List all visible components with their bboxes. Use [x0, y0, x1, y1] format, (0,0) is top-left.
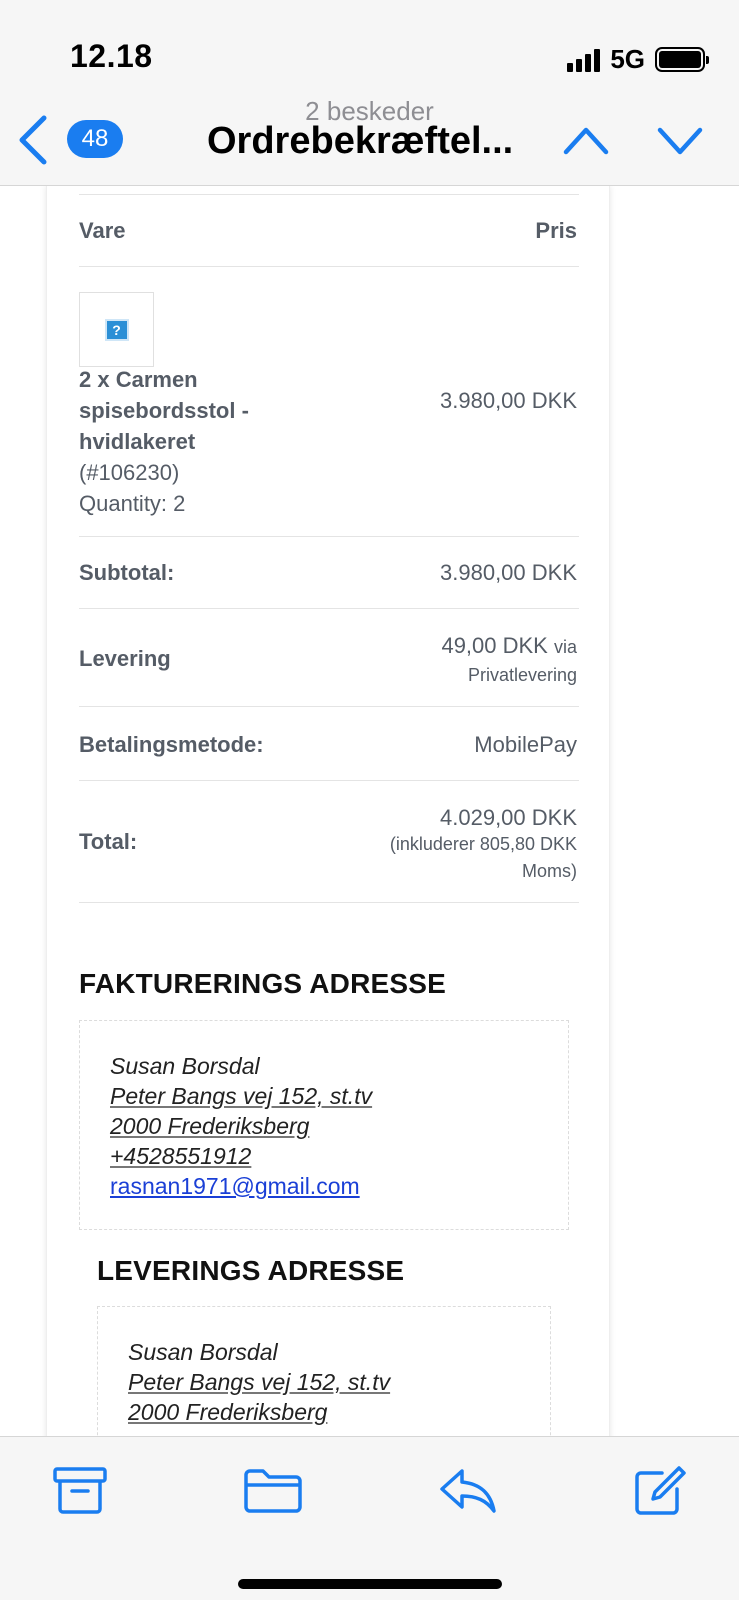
product-name-line: 2 x Carmen — [79, 367, 198, 392]
product-meta — [79, 457, 185, 519]
total-vat-line: Moms) — [522, 861, 577, 881]
shipping-method: Privatlevering — [467, 665, 577, 685]
subtotal-value: 3.980,00 DKK — [440, 560, 577, 585]
archive-icon — [52, 1465, 108, 1517]
billing-name: Susan Borsdal — [110, 1053, 260, 1079]
battery-icon — [655, 47, 705, 72]
product-image — [79, 292, 154, 367]
product-price: 3.980,00 DKK — [440, 388, 577, 413]
payment-method-label: Betalingsmetode: — [79, 732, 264, 757]
product-name-line: spisebordsstol - — [79, 398, 249, 423]
shipping-label: Levering — [79, 646, 171, 671]
previous-message-button[interactable] — [562, 120, 610, 160]
shipping-city: 2000 Frederiksberg — [128, 1399, 328, 1425]
divider — [79, 194, 579, 195]
order-card — [46, 186, 610, 1436]
billing-phone[interactable]: +4528551912 — [110, 1143, 252, 1169]
compose-button[interactable] — [632, 1465, 688, 1517]
status-indicators — [567, 44, 705, 75]
shipping-name: Susan Borsdal — [128, 1339, 278, 1365]
thread-title: Ordrebekræftel... — [207, 120, 514, 162]
divider — [79, 902, 579, 903]
folder-icon — [243, 1465, 303, 1517]
status-time: 12.18 — [70, 38, 153, 74]
archive-button[interactable] — [52, 1465, 108, 1517]
product-name-line: hvidlakeret — [79, 429, 196, 454]
message-count: 2 beskeder — [305, 96, 434, 126]
total-label: Total: — [79, 829, 138, 854]
product-sku: (#106230) — [79, 460, 180, 485]
divider — [79, 780, 579, 781]
divider — [79, 706, 579, 707]
unread-count-badge[interactable]: 48 — [67, 120, 123, 158]
home-indicator — [238, 1579, 502, 1589]
status-bar — [0, 0, 739, 90]
mail-navigation-bar — [0, 90, 739, 186]
billing-email-link[interactable]: rasnan1971@gmail.com — [110, 1173, 360, 1199]
broken-image-icon: ? — [105, 319, 129, 341]
divider — [79, 536, 579, 537]
network-type: 5G — [610, 44, 645, 74]
column-header-item: Vare — [79, 218, 126, 243]
email-body[interactable] — [0, 186, 739, 1436]
column-header-price: Pris — [535, 218, 577, 243]
chevron-down-icon — [656, 120, 704, 160]
shipping-value — [441, 632, 577, 689]
billing-street: Peter Bangs vej 152, st.tv — [110, 1083, 373, 1109]
shipping-address-title: LEVERINGS ADRESSE — [97, 1255, 405, 1286]
total-value: 4.029,00 DKK — [440, 805, 577, 830]
subtotal-label: Subtotal: — [79, 560, 175, 585]
shipping-amount: 49,00 DKK — [441, 633, 548, 658]
chevron-up-icon — [562, 120, 610, 160]
shipping-via: via — [553, 637, 577, 657]
billing-address-title: FAKTURERINGS ADRESSE — [79, 968, 447, 999]
reply-icon — [438, 1465, 498, 1517]
shipping-street: Peter Bangs vej 152, st.tv — [128, 1369, 391, 1395]
product-name — [79, 364, 339, 457]
total-value-block — [390, 804, 577, 885]
divider — [79, 608, 579, 609]
billing-city: 2000 Frederiksberg — [110, 1113, 310, 1139]
product-quantity: Quantity: 2 — [79, 491, 186, 516]
payment-method-value: MobilePay — [474, 732, 577, 757]
total-vat-line: (inkluderer 805,80 DKK — [389, 834, 577, 854]
next-message-button[interactable] — [656, 120, 704, 160]
reply-button[interactable] — [438, 1465, 498, 1517]
move-to-folder-button[interactable] — [243, 1465, 303, 1517]
signal-bars-icon — [567, 48, 600, 72]
compose-icon — [632, 1465, 688, 1517]
mail-toolbar — [0, 1436, 739, 1600]
billing-address-box — [79, 1020, 569, 1230]
divider — [79, 266, 579, 267]
shipping-address-box — [97, 1306, 551, 1436]
